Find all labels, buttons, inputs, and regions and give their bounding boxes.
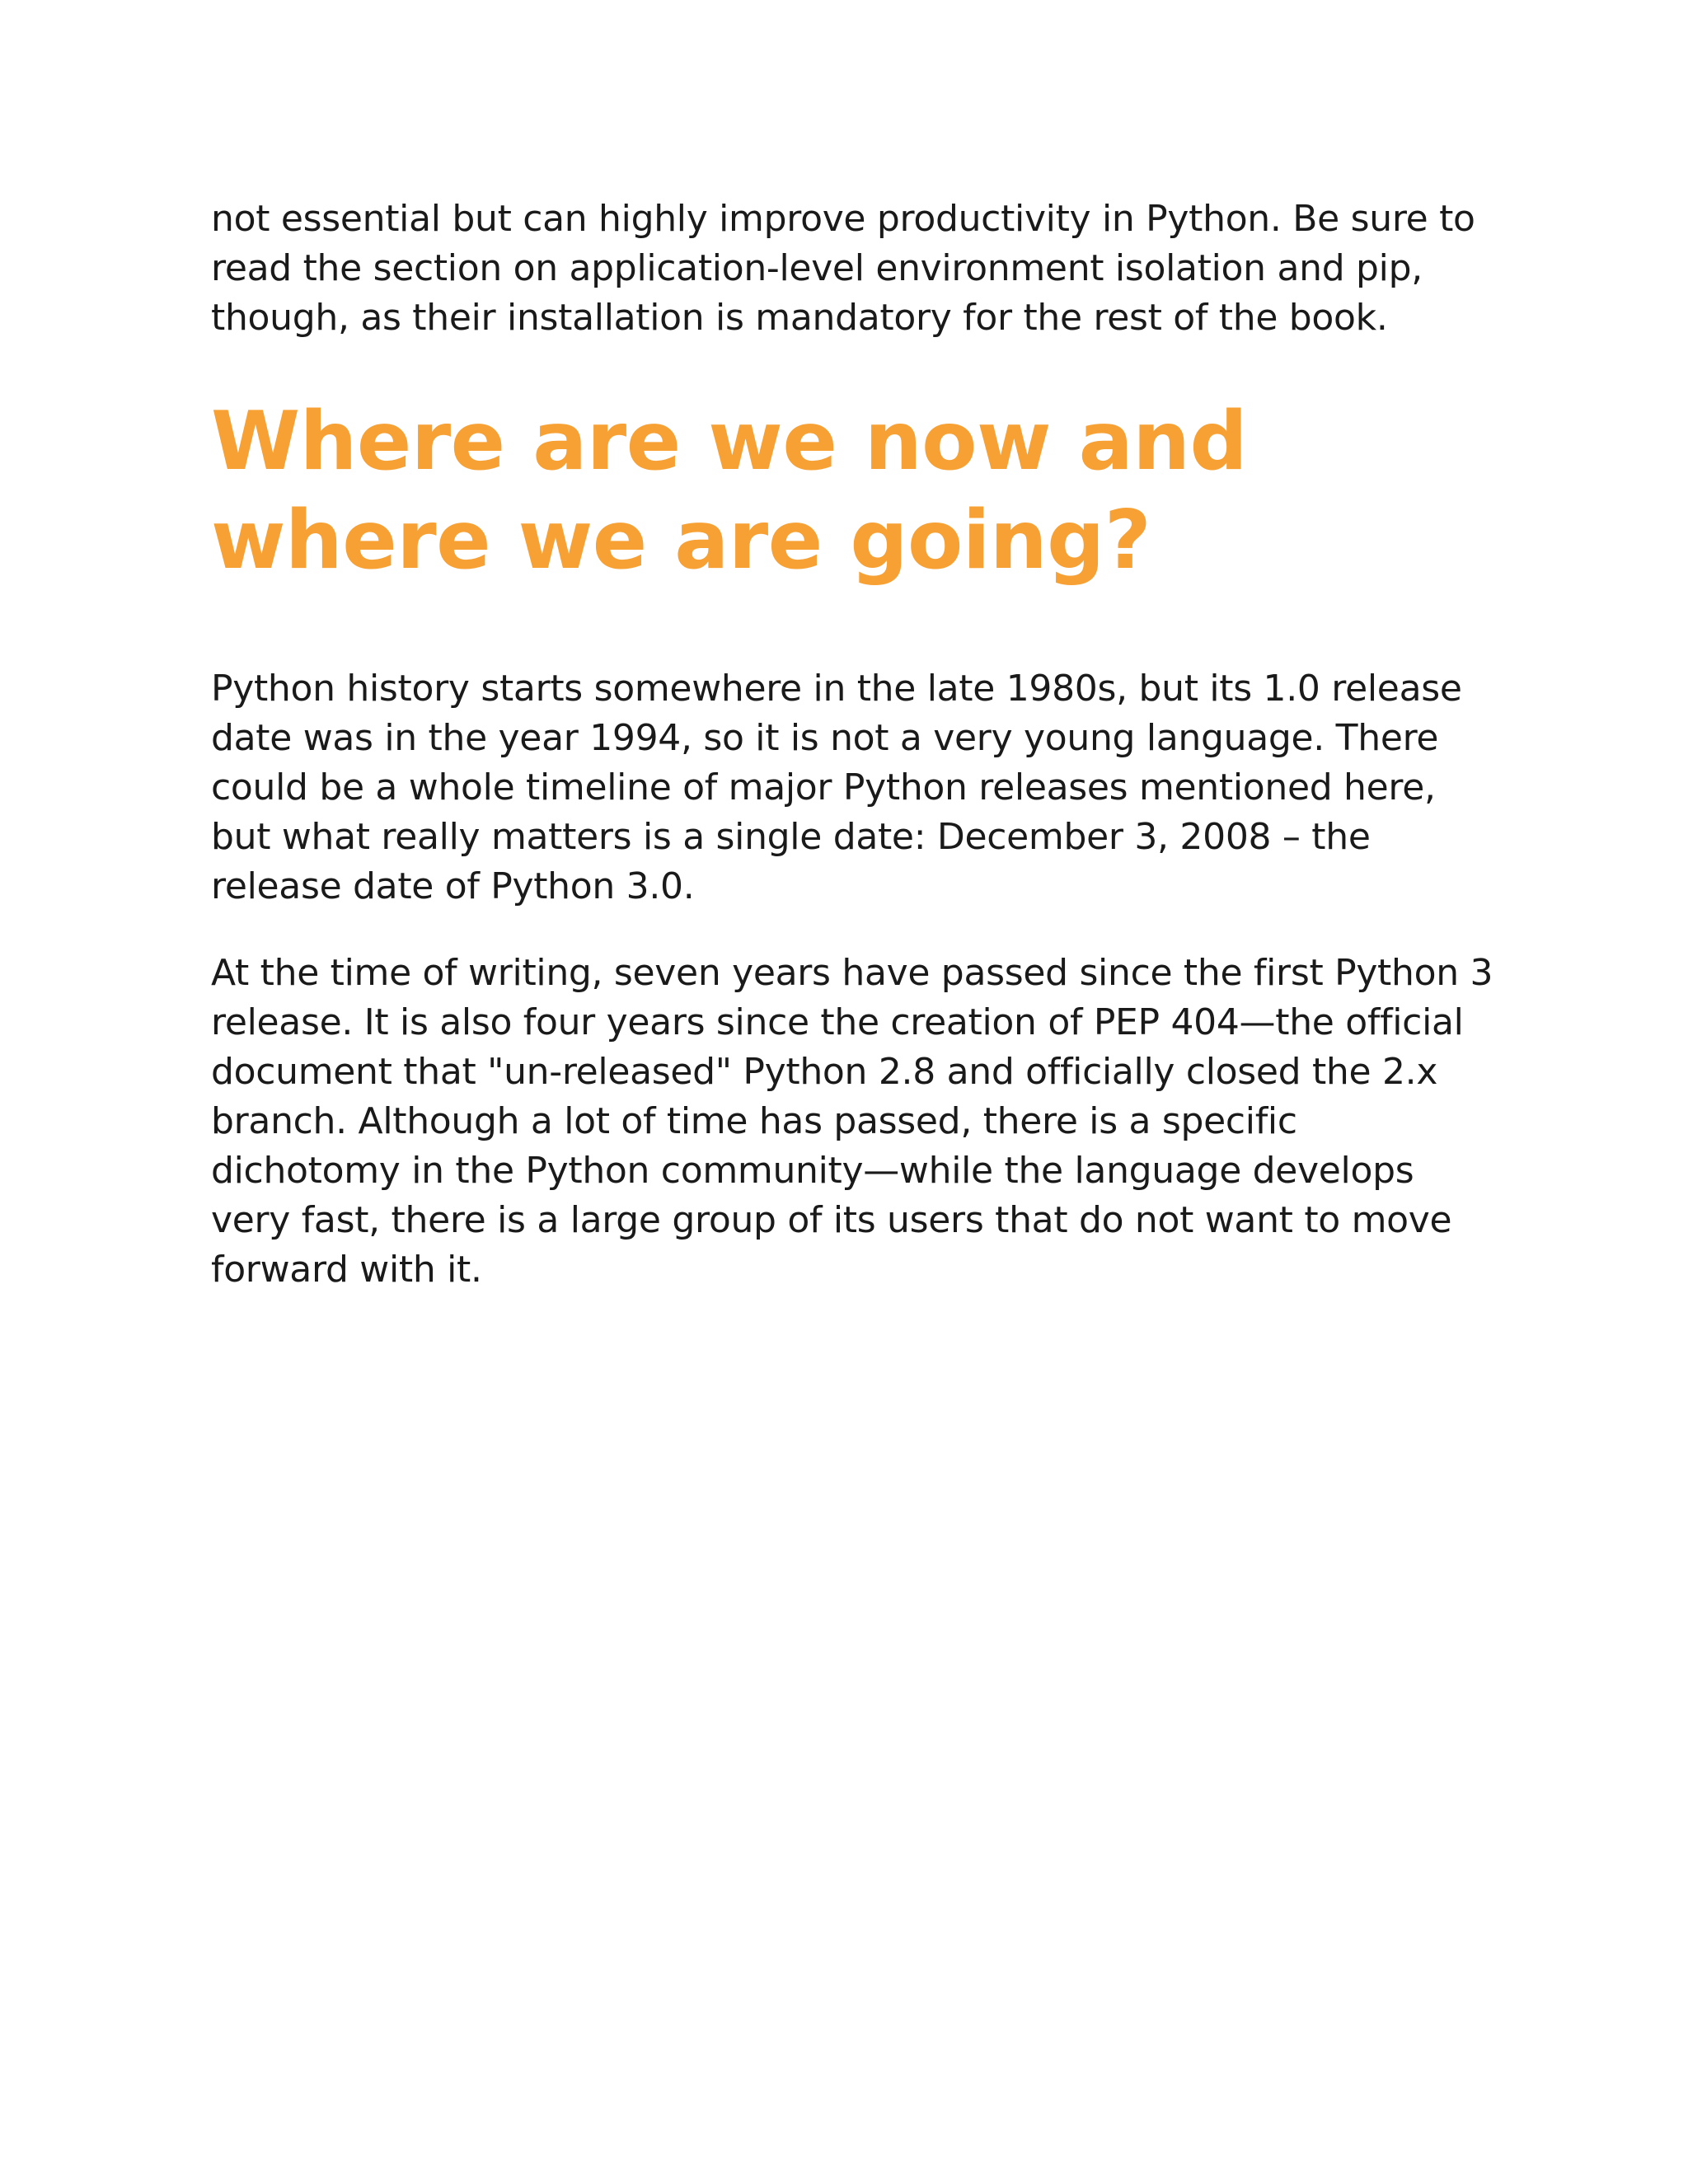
section-heading: Where are we now and where we are going? [211,395,1248,588]
body-paragraph-2: At the time of writing, seven years have passed since the first Python 3 release. It is also four years since the creation of PEP 404—the official document that "un-released" Python 2.8 and officially closed the 2.x branch. Although a lot of time has passed, there is a specific dichotomy in the Python community—while the language develops very fast, there is a large group of its users that do not want to move forward with it. [211,952,1493,1291]
document-page [211,194,1497,1295]
intro-paragraph: not essential but can highly improve productivity in Python. Be sure to read the section on application-level environment isolation and pip, though, as their installation is mandatory for the rest of the book. [211,198,1475,339]
body-paragraph-1: Python history starts somewhere in the late 1980s, but its 1.0 release date was in the year 1994, so it is not a very young language. There could be a whole timeline of major Python releases mentioned here, but what really matters is a single date: December 3, 2008 – the release date of Python 3.0. [211,668,1462,907]
